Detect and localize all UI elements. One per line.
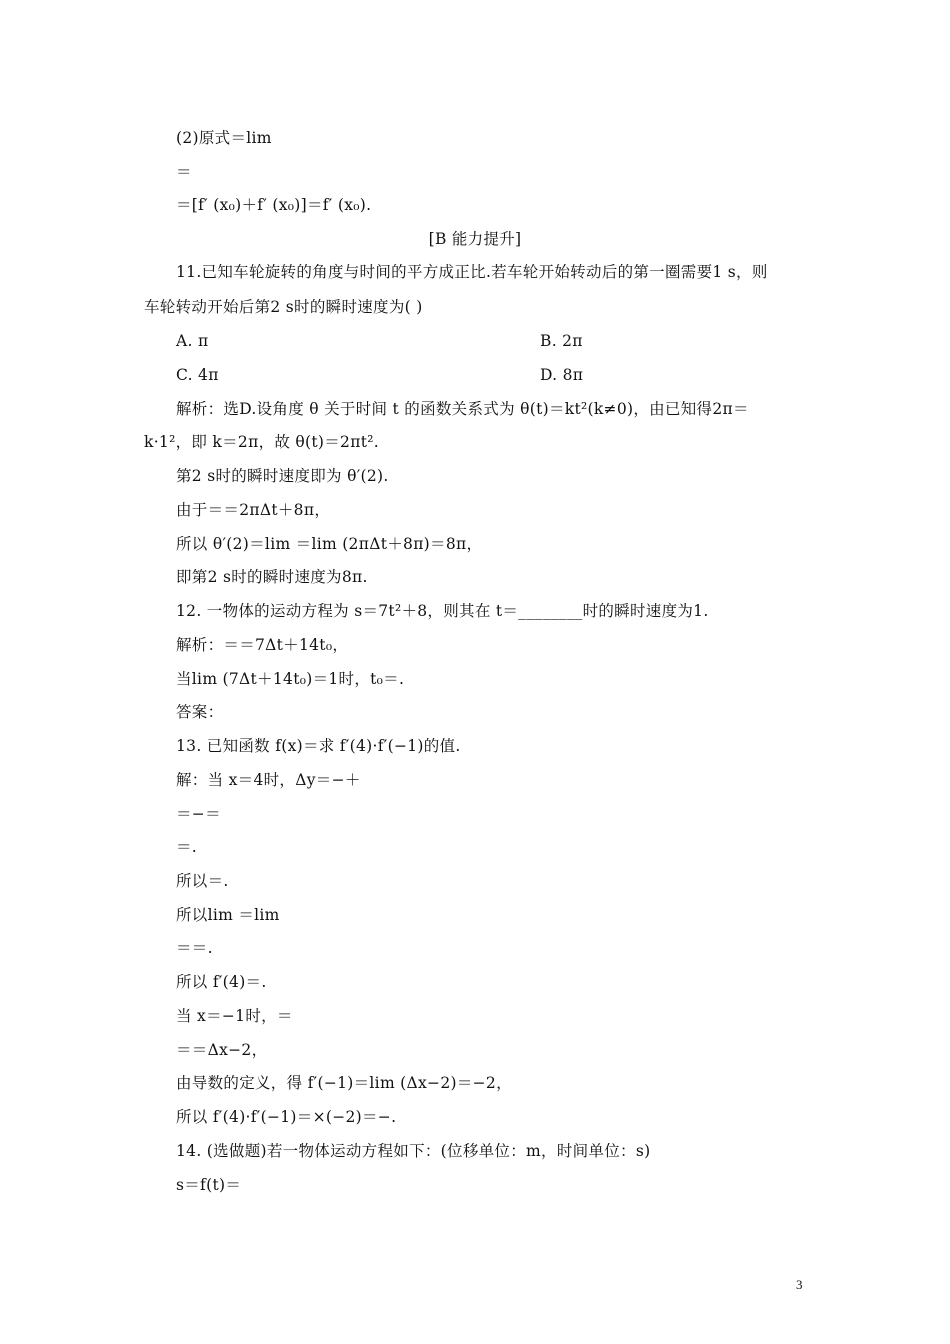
text-line: ＝[f′ (x₀)＋f′ (x₀)]＝f′ (x₀). [176, 196, 372, 214]
page-number: 3 [796, 1277, 803, 1292]
text-line: 13. 已知函数 f(x)＝求 f′(4)·f′(−1)的值. [176, 737, 461, 755]
text-line: k·1²，即 k＝2π，故 θ(t)＝2πt². [144, 433, 379, 451]
text-line: 12. 一物体的运动方程为 s＝7t²＋8，则其在 t＝________时的瞬时速度为1. [176, 602, 709, 620]
text-line: 14. (选做题)若一物体运动方程如下：(位移单位：m，时间单位：s) [176, 1142, 651, 1160]
text-line: 当lim (7Δt＋14t₀)＝1时，t₀＝. [176, 670, 405, 688]
option-b: B. 2π [540, 332, 583, 350]
option-c: C. 4π [176, 366, 219, 384]
text-line: 解：当 x＝4时，Δy＝−＋ [176, 771, 361, 789]
text-line: 所以＝. [176, 872, 229, 890]
text-line: 即第2 s时的瞬时速度为8π. [176, 568, 368, 586]
text-line: 所以 θ′(2)＝lim ＝lim (2πΔt＋8π)＝8π， [176, 535, 483, 553]
text-line: ＝＝. [176, 939, 213, 957]
text-line: 答案： [176, 703, 224, 721]
text-line: 第2 s时的瞬时速度即为 θ′(2). [176, 467, 389, 485]
text-line: s＝f(t)＝ [176, 1176, 242, 1194]
text-line: 由导数的定义，得 f′(−1)＝lim (Δx−2)＝−2， [176, 1074, 512, 1092]
text-line: 解析：＝＝7Δt＋14t₀， [176, 636, 349, 654]
text-line: ＝−＝ [176, 805, 221, 823]
text-line: 11.已知车轮旋转的角度与时间的平方成正比.若车轮开始转动后的第一圈需要1 s，则 [176, 263, 768, 281]
text-line: ＝＝Δx−2， [176, 1041, 268, 1059]
text-line: 所以lim ＝lim [176, 906, 280, 924]
section-heading: [B 能力提升] [428, 230, 522, 248]
option-d: D. 8π [540, 366, 584, 384]
option-a: A. π [176, 332, 209, 350]
text-line: 解析：选D.设角度 θ 关于时间 t 的函数关系式为 θ(t)＝kt²(k≠0)，由已知得2π＝ [176, 400, 749, 418]
text-line: 车轮转动开始后第2 s时的瞬时速度为( ) [144, 298, 423, 316]
text-line: (2)原式＝lim [176, 129, 272, 147]
text-line: 当 x＝−1时，＝ [176, 1007, 293, 1025]
text-line: 所以 f′(4)·f′(−1)＝×(−2)＝−. [176, 1108, 397, 1126]
text-line: ＝. [176, 838, 198, 856]
text-line: 所以 f′(4)＝. [176, 973, 267, 991]
text-line: 由于＝＝2πΔt＋8π， [176, 501, 331, 519]
text-line: ＝ [176, 163, 192, 181]
